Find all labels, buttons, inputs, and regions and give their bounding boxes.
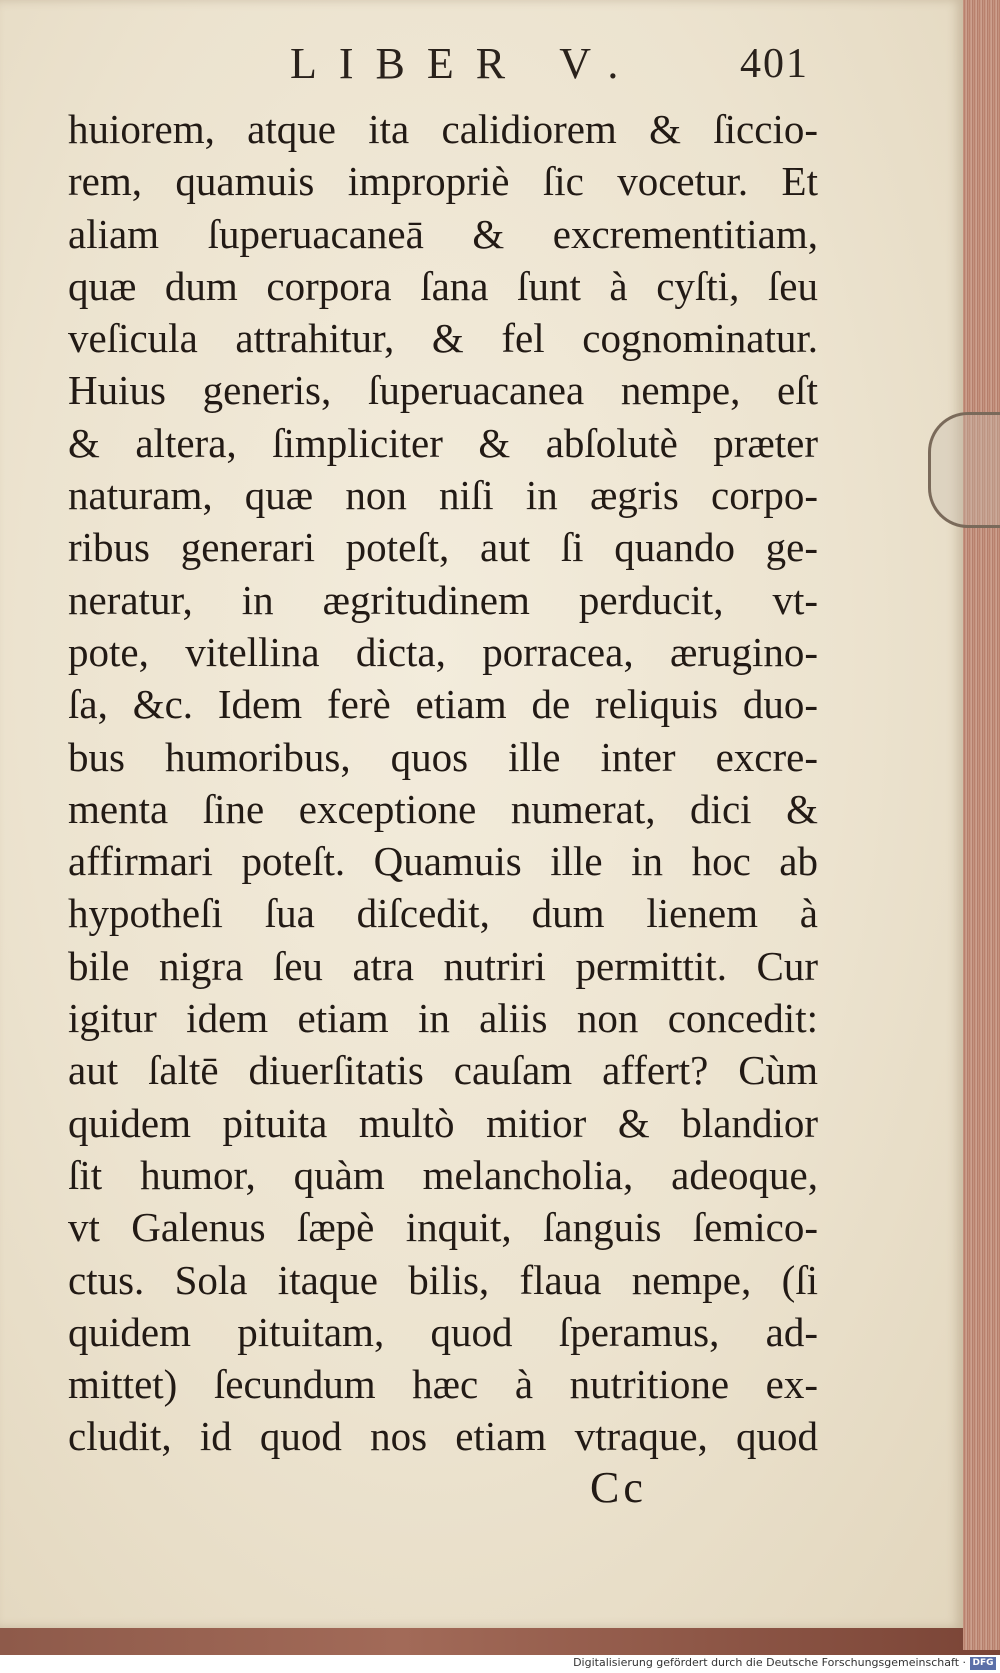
text-line: ſa, &c. Idem ferè etiam de reliquis duo- [68,681,818,728]
text-line: bile nigra ſeu atra nutriri permittit. Cur [68,942,818,989]
text-line: aut ſaltē diuerſitatis cauſam affert? Cùm [68,1047,818,1094]
text-line: veſicula attrahitur, & fel cognominatur. [68,315,818,362]
catchword: Cc [590,1463,647,1512]
text-line: cludit, id quod nos etiam vtraque, quod [68,1413,818,1460]
text-line: bus humoribus, quos ille inter excre- [68,733,818,780]
body-text [68,103,818,1463]
text-line: pote, vitellina dicta, porracea, ærugino- [68,628,818,675]
dfg-logo: DFG [970,1657,996,1670]
page-number: 401 [740,41,809,87]
text-line: quæ dum corpora ſana ſunt à cyſti, ſeu [68,262,818,309]
text-line: & altera, ſimpliciter & abſolutè præter [68,419,818,466]
text-line: rem, quamuis impropriè ſic vocetur. Et [68,158,818,205]
digitization-credit: Digitalisierung gefördert durch die Deutsche Forschungsgemeinschaft · [573,1656,966,1669]
text-line: quidem pituitam, quod ſperamus, ad- [68,1308,818,1355]
text-line: neratur, in ægritudinem perducit, vt- [68,576,818,623]
text-line: ribus generari poteſt, aut ſi quando ge- [68,524,818,571]
text-line: Huius generis, ſuperuacanea nempe, eſt [68,367,818,414]
page-header [0,38,963,98]
text-line: igitur idem etiam in aliis non concedit: [68,995,818,1042]
text-line: ſit humor, quàm melancholia, adeoque, [68,1151,818,1198]
text-line: huiorem, atque ita calidiorem & ſiccio- [68,106,818,152]
text-line: hypotheſi ſua diſcedit, dum lienem à [68,890,818,937]
text-line: quidem pituita multò mitior & blandior [68,1099,818,1146]
text-line: naturam, quæ non niſi in ægris corpo- [68,472,818,519]
text-line: affirmari poteſt. Quamuis ille in hoc ab [68,838,818,885]
text-line: mittet) ſecundum hæc à nutritione ex- [68,1361,818,1408]
text-line: aliam ſuperuacaneā & excrementitiam, [68,210,818,257]
text-line: menta ſine exceptione numerat, dici & [68,785,818,832]
text-line: ctus. Sola itaque bilis, flaua nempe, (ſi [68,1256,818,1303]
text-line: vt Galenus ſæpè inquit, ſanguis ſemico- [68,1204,818,1251]
running-title: LIBER V. [290,39,641,88]
page-edges [963,0,1000,1650]
page-tab-clip [928,412,1000,528]
